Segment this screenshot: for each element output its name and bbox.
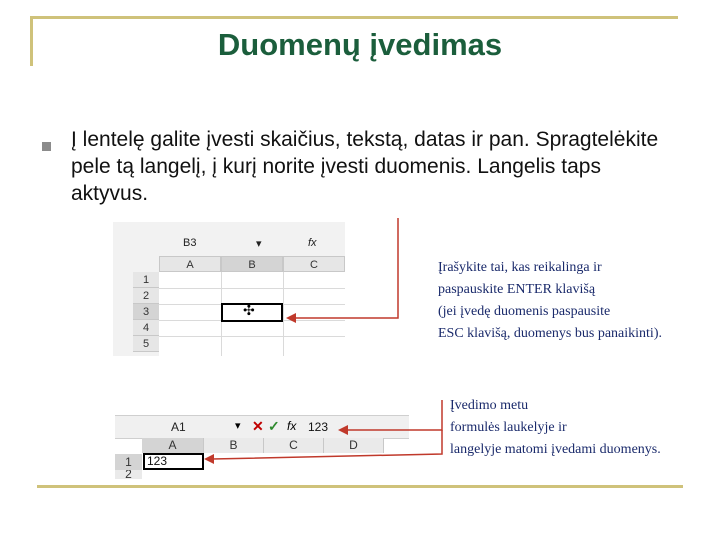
confirm-icon[interactable]: ✓ [268, 418, 280, 434]
dropdown-icon[interactable]: ▾ [235, 420, 241, 432]
row-header-1[interactable]: 1 [115, 454, 142, 470]
slide-title: Duomenų įvedimas [217, 27, 503, 62]
annotation-line: formulės laukelyje ir [450, 420, 567, 435]
column-header-a[interactable]: A [142, 438, 204, 453]
fx-icon[interactable]: fx [308, 237, 317, 249]
grid-divider [283, 272, 284, 356]
column-header-b[interactable]: B [204, 438, 264, 453]
formula-value[interactable]: 123 [308, 420, 329, 434]
row-header-1[interactable]: 1 [133, 272, 159, 288]
column-header-c[interactable]: C [283, 256, 345, 272]
spreadsheet-example-entry [115, 413, 409, 479]
annotation-enter-data [438, 257, 662, 345]
fx-icon[interactable]: fx [287, 419, 297, 433]
column-header-c[interactable]: C [264, 438, 324, 453]
name-box[interactable]: A1 [171, 420, 186, 434]
annotation-line: langelyje matomi įvedami duomenys. [450, 442, 661, 457]
cell-cursor-icon: ✣ [243, 302, 255, 318]
row-header-2[interactable]: 2 [133, 288, 159, 304]
bottom-border-line [37, 485, 683, 488]
name-box[interactable]: B3 [183, 237, 197, 249]
grid-divider [159, 336, 345, 337]
bullet-marker-icon [42, 142, 51, 151]
row-header-2[interactable]: 2 [115, 470, 142, 479]
row-header-5[interactable]: 5 [133, 336, 159, 352]
spreadsheet-example-active-cell [113, 222, 345, 356]
column-header-a[interactable]: A [159, 256, 221, 272]
row-header-3[interactable]: 3 [133, 304, 159, 320]
annotation-formula-bar [450, 395, 661, 461]
active-cell-a1[interactable]: 123 [143, 453, 204, 470]
dropdown-icon[interactable]: ▾ [256, 238, 262, 250]
formula-bar [113, 234, 345, 252]
column-header-d[interactable]: D [324, 438, 384, 453]
column-header-b[interactable]: B [221, 256, 283, 272]
annotation-line: Įrašykite tai, kas reikalinga ir [438, 260, 602, 275]
bullet-text: Į lentelę galite įvesti skaičius, tekstą, datas ir pan. Spragtelėkite pele tą langelį, į kurį norite įvesti duomenis. Langelis taps aktyvus. [71, 128, 659, 205]
formula-bar [115, 415, 409, 439]
cancel-icon[interactable]: ✕ [252, 418, 264, 434]
annotation-line: paspauskite ENTER klavišą [438, 282, 596, 297]
top-border-line [30, 16, 678, 19]
annotation-line: ESC klavišą, duomenys bus panaikinti). [438, 326, 662, 341]
grid-divider [159, 288, 345, 289]
annotation-line: (jei įvedę duomenis paspausite [438, 304, 611, 319]
row-header-4[interactable]: 4 [133, 320, 159, 336]
annotation-line: Įvedimo metu [450, 398, 529, 413]
